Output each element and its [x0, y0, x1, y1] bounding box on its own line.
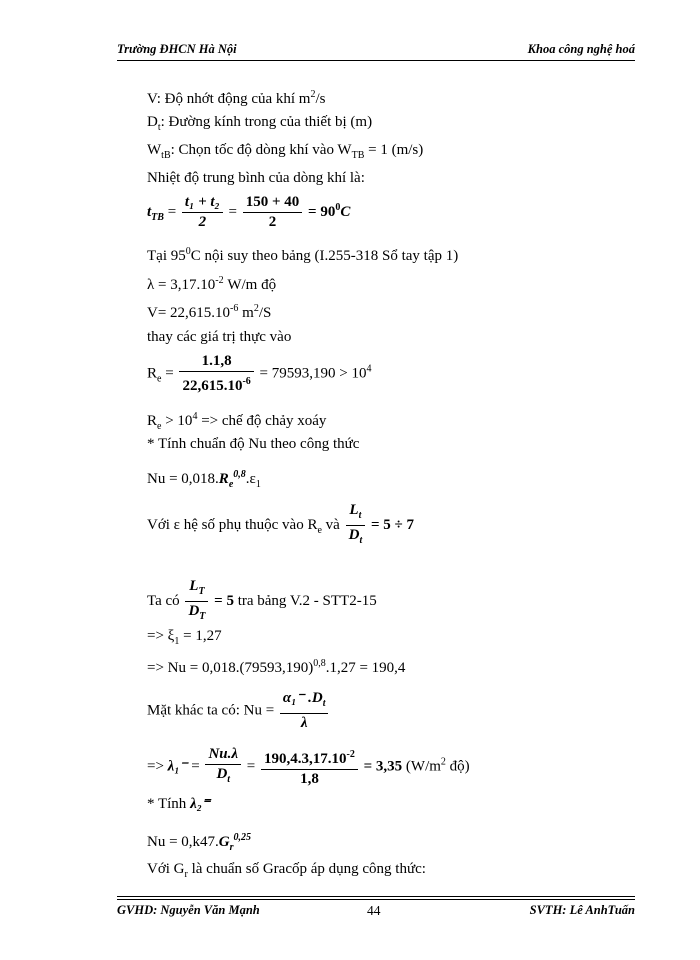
line-grashof-intro: Với $G_r$ là chuẩn số Gracốp áp dụng công thức:	[147, 861, 426, 880]
line-turbulent: $R_e > 10^4$ => chế độ chảy xoáy	[147, 411, 327, 432]
page-header	[117, 42, 635, 58]
line-epsilon: Với ε hệ số phụ thuộc vào $R_e$ và $\frac{L_t}{D_t}$ = 5 ÷ 7	[147, 502, 414, 546]
footer-student: SVTH: Lê AnhTuấn	[529, 903, 635, 917]
line-xi: => $\xi_1 = 1,27$	[147, 628, 222, 647]
footer-advisor: GVHD: Nguyễn Văn Mạnh	[117, 903, 260, 917]
equation-nusselt: $Nu = 0,018.R_e^{0,8}.\varepsilon_1$	[147, 469, 261, 490]
line-nu-alpha: Mặt khác ta có: Nu = $\frac{\alpha_1^- .D_t}{\lambda}$	[147, 690, 330, 732]
line-diameter: $D_t$: Đường kính trong của thiết bị (m)	[147, 114, 373, 133]
footer-rule-bottom	[117, 899, 635, 900]
footer-rule-top	[117, 896, 635, 897]
equation-reynolds: $R_e$ = $\frac{1.1,8}{22,615.10^{-6}}$ = $79593,190 > 10^4$	[147, 353, 372, 394]
line-nusselt-intro: * Tính chuẩn độ Nu theo công thức	[147, 436, 360, 452]
line-calc-lambda2: * Tính λ₂⁼	[147, 796, 210, 812]
line-avg-temp-intro: Nhiệt độ trung bình của dòng khí là:	[147, 170, 365, 186]
equation-lambda1: => λ₁⁻ = $\frac{Nu.\lambda}{D_t}$ = $\frac{190,4.3,17.10^{-2}}{1,8}$ = 3,35 ($W/m^2$ độ)	[147, 746, 470, 787]
line-gas-speed: $W_{tB}$: Chọn tốc độ dòng khí vào $W_{TB} = 1$ (m/s)	[147, 142, 424, 161]
header-school: Trường ĐHCN Hà Nội	[117, 42, 237, 56]
header-rule	[117, 60, 635, 61]
page-footer	[117, 903, 635, 919]
equation-avg-temp: $t_{TB}$ = $\frac{\text{t₁ + t₂}}{2}$ = $\frac{150 + 40}{2}$ = $90^0C$	[147, 194, 351, 230]
page-number: 44	[367, 903, 381, 918]
line-nu-value: => $Nu = 0,018.(79593,190)^{0,8}.1,27 = 190,4$	[147, 658, 406, 676]
line-ratio: Ta có $\frac{L_T}{D_T}$ = 5 tra bảng V.2 - STT2-15	[147, 578, 377, 622]
line-interpolation: Tại $95^0C$ nội suy theo bảng (I.255-318 Sổ tay tập 1)	[147, 246, 459, 264]
equation-nu-grashof: $Nu = 0,k47.G_r^{0,25}$	[147, 832, 252, 853]
line-lambda: $\lambda = 3,17.10^{-2}$ W/m độ	[147, 275, 277, 293]
line-viscosity: V: Độ nhớt động của khí $m^2/s$	[147, 89, 326, 107]
header-faculty: Khoa công nghệ hoá	[527, 42, 635, 56]
line-substitute: thay các giá trị thực vào	[147, 329, 292, 345]
line-viscosity-value: $V= 22,615.10^{-6}$ $m^2/S$	[147, 303, 272, 321]
